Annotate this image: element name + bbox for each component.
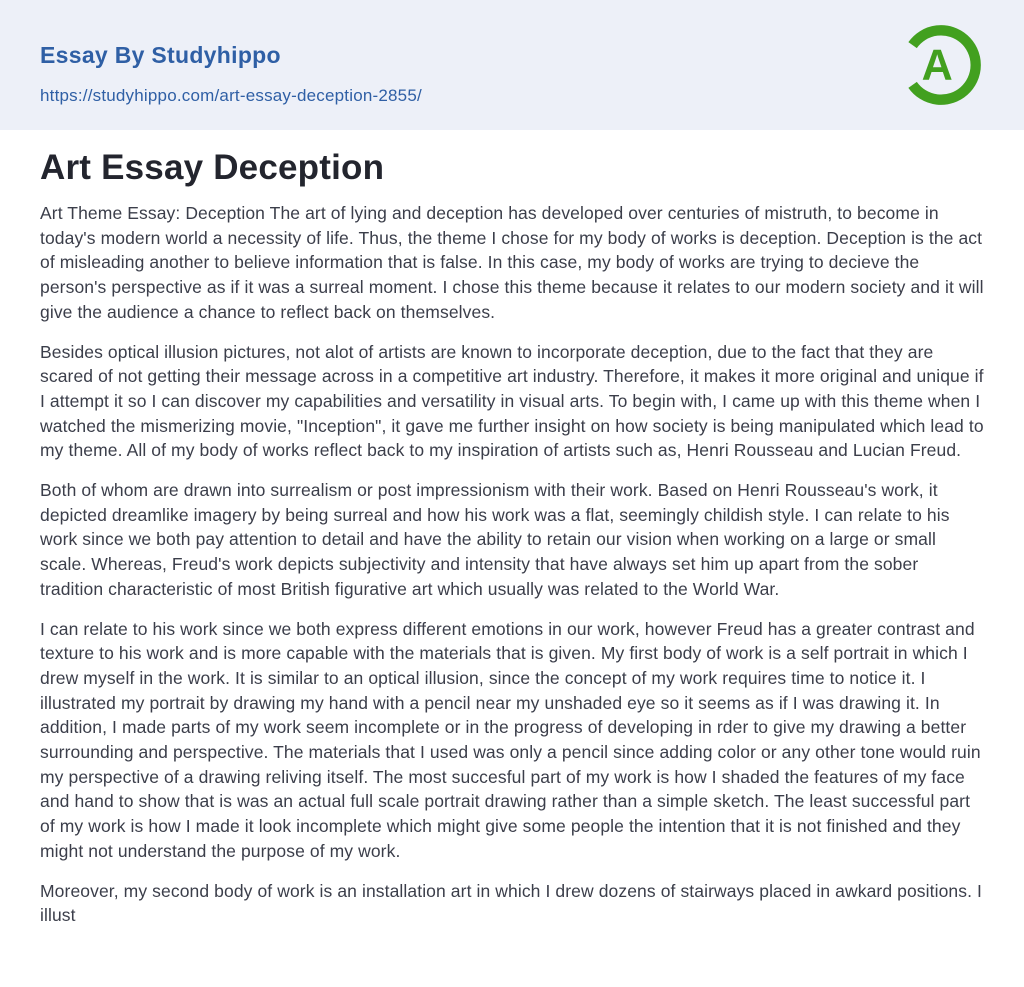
header-banner [0, 0, 1024, 130]
page-title: Art Essay Deception [40, 148, 385, 187]
essay-paragraph: Both of whom are drawn into surrealism or post impressionism with their work. Based on Henri Rousseau's work, it depicted dreamlike imagery by being surreal and how his work was a flat, seemingly childish style. I can relate to his work since we both pay attention to detail and have the ability to retain our vision when working on a large or small scale. Whereas, Freud's work depicts subjectivity and intensity that have always set him up apart from the sober tradition characteristic of most British figurative art which usually was related to the World War. [40, 480, 950, 599]
essay-paragraph: I can relate to his work since we both express different emotions in our work, however Freud has a greater contrast and texture to his work and is more capable with the materials that is given. My first body of work is a self portrait in which I drew myself in the work. It is similar to an optical illusion, since the concept of my work requires time to notice it. I illustrated my portrait by drawing my hand with a pencil near my unshaded eye so it seems as if I was drawing it. In addition, I made parts of my work seem incomplete or in the progress of developing in rder to give my drawing a better surrounding and perspective. The materials that I used was only a pencil since adding color or any other tone would ruin my perspective of a drawing reliving itself. The most succesful part of my work is how I shaded the features of my face and hand to show that is was an actual full scale portrait drawing rather than a simple sketch. The least successful part of my work is how I made it look incomplete which might give some people the intention that it is not finished and they might not understand the purpose of my work. [40, 618, 981, 861]
essay-url-link[interactable]: https://studyhippo.com/art-essay-deception-2855/ [40, 86, 422, 105]
studyhippo-logo [896, 20, 986, 110]
logo-ring-icon [896, 20, 986, 110]
essay-body [0, 130, 1024, 928]
essay-byline: Essay By Studyhippo [40, 42, 281, 68]
essay-paragraph: Besides optical illusion pictures, not alot of artists are known to incorporate deception, due to the fact that they are scared of not getting their message across in a competitive art industry. Therefore, it makes it more original and unique if I attempt it so I can discover my capabilities and versatility in visual arts. To begin with, I came up with this theme when I watched the mismerizing movie, "Inception", it gave me further insight on how society is being manipulated which lead to my theme. All of my body of works reflect back to my inspiration of artists such as, Henri Rousseau and Lucian Freud. [40, 341, 984, 461]
essay-paragraphs [40, 201, 984, 928]
logo-letter: A [921, 41, 953, 90]
essay-paragraph: Art Theme Essay: Deception The art of lying and deception has developed over centuries of mistruth, to become in today's modern world a necessity of life. Thus, the theme I chose for my body of works is deception. Deception is the act of misleading another to believe information that is false. In this case, my body of works are trying to decieve the person's perspective as if it was a surreal moment. I chose this theme because it relates to our modern society and it will give the audience a chance to reflect back on themselves. [40, 203, 984, 322]
essay-paragraph: Moreover, my second body of work is an installation art in which I drew dozens of stairways placed in awkard positions. I illust [40, 880, 982, 926]
